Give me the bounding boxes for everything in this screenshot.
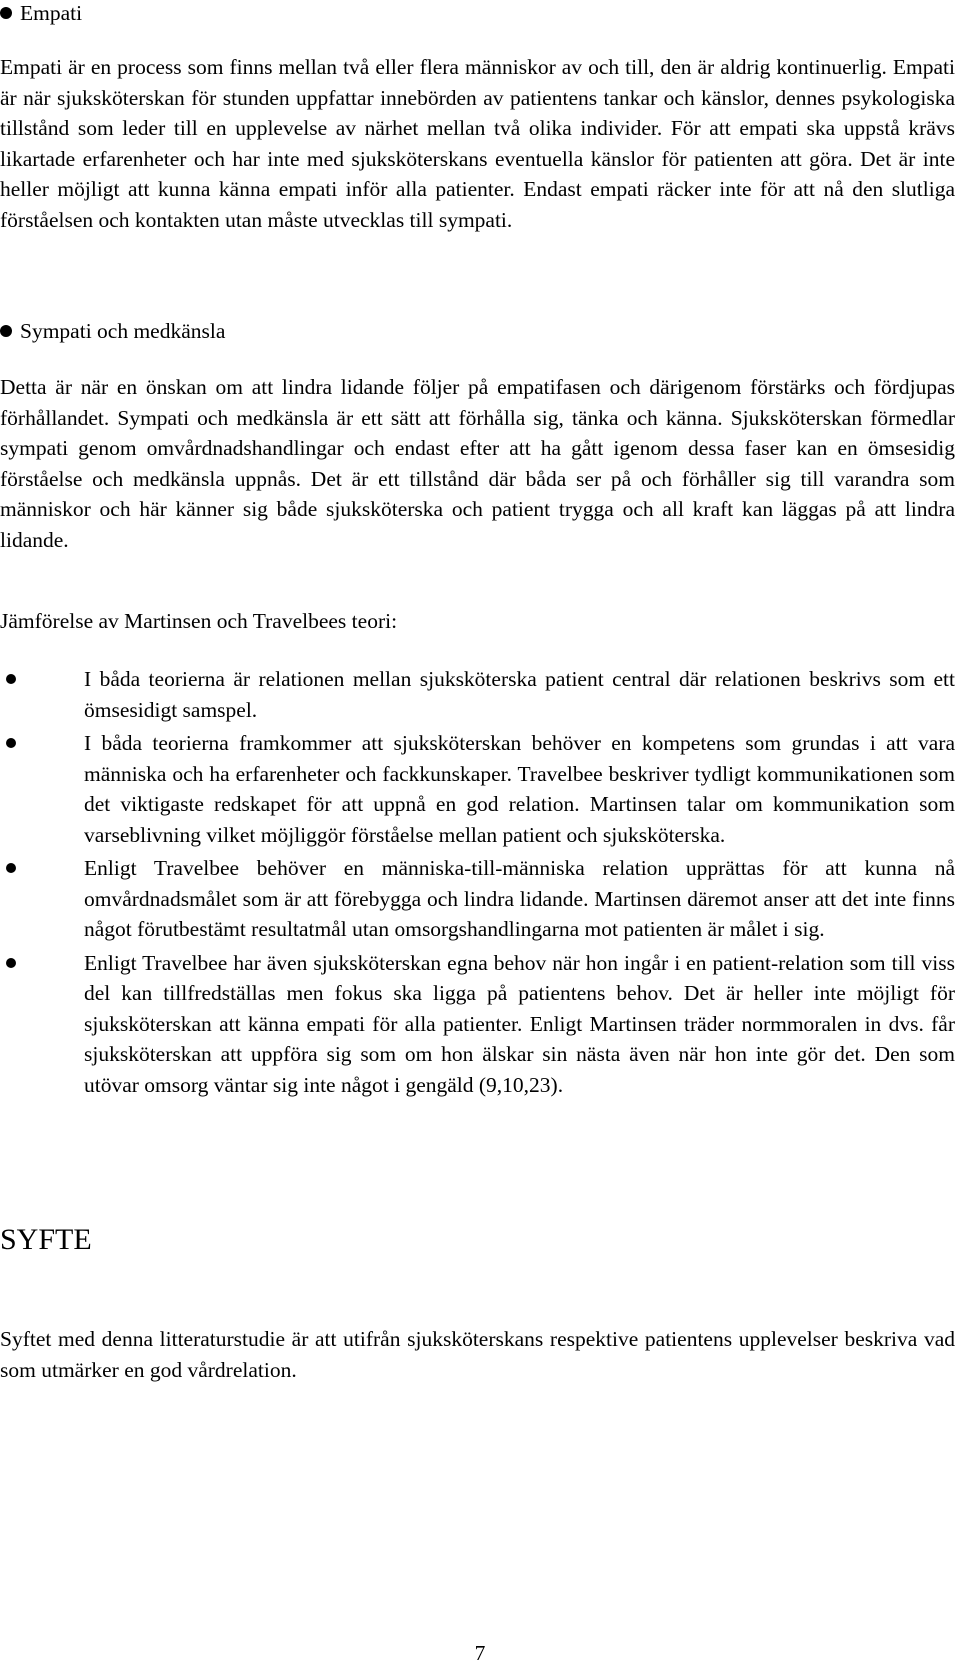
list-item: Enligt Travelbee har även sjuksköterskan egna behov när hon ingår i en patient-relation som till viss del kan tillfredställas men fokus ska ligga på patientens behov. Det är heller inte möjligt för sjuksköterskan att känna empati för alla patienter. Enligt Martinsen träder normmoralen in dvs. får sjuksköterskan att uppföra sig som om hon älskar sin nästa även när hon inte gör det. Den som utövar omsorg väntar sig inte något i gengäld (9,10,23). <box>0 948 955 1101</box>
list-item: Enligt Travelbee behöver en människa-till-människa relation upprättas för att kunna nå omvårdnadsmålet som är att förebygga och lindra lidande. Martinsen däremot anser att det inte finns något förutbestämt resultatmål utan omsorgshandlingarna mot patienten är målet i sig. <box>0 853 955 945</box>
empati-heading <box>0 0 955 29</box>
sympati-paragraph: Detta är när en önskan om att lindra lidande följer på empatifasen och därigenom förstärks och fördjupas förhållandet. Sympati och medkänsla är ett sätt att förhålla sig, tänka och känna. Sjuksköterskan förmedlar sympati genom omvårdnadshandlingar och endast efter att ha gått igenom dessa faser kan en ömsesidig förståelse och medkänsla uppnås. Det är ett tillstånd där båda ser på och förhåller sig till varandra som människor och här känner sig både sjuksköterska och patient trygga och all kraft kan läggas på att lindra lidande. <box>0 375 955 552</box>
syfte-heading: SYFTE <box>0 1223 92 1256</box>
comparison-list <box>0 664 955 1103</box>
empati-heading-text: Empati <box>20 1 83 25</box>
sympati-heading-text: Sympati och medkänsla <box>20 319 226 343</box>
bullet-icon <box>6 958 16 968</box>
bullet-icon <box>6 674 16 684</box>
jamforelse-heading: Jämförelse av Martinsen och Travelbees teori: <box>0 609 398 633</box>
bullet-dot-icon <box>0 7 12 19</box>
page-number: 7 <box>474 1641 486 1665</box>
list-item: I båda teorierna framkommer att sjuksköterskan behöver en kompetens som grundas i att vara människa och ha erfarenheter och fackkunskaper. Travelbee beskriver tydligt kommunikationen som det viktigaste redskapet för att uppnå en god relation. Martinsen talar om kommunikation som varseblivning vilket möjliggör förståelse mellan patient och sjuksköterska. <box>0 728 955 850</box>
bullet-dot-icon <box>0 325 12 337</box>
sympati-heading <box>0 316 955 347</box>
bullet-icon <box>6 738 16 748</box>
empati-paragraph: Empati är en process som finns mellan två eller flera människor av och till, den är aldrig kontinuerlig. Empati är när sjuksköterskan för stunden uppfattar innebörden av patientens tankar och känslor, dennes psykologiska tillstånd som leder till en upplevelse av närhet mellan två olika individer. För att empati ska uppstå krävs likartade erfarenheter och har inte med sjuksköterskans eventuella känslor för patienten att göra. Det är inte heller möjligt att kunna känna empati inför alla patienter. Endast empati räcker inte för att nå den slutliga förståelsen och kontakten utan måste utvecklas till sympati. <box>0 55 955 232</box>
bullet-icon <box>6 863 16 873</box>
list-item: I båda teorierna är relationen mellan sjuksköterska patient central där relationen beskrivs som ett ömsesidigt samspel. <box>0 664 955 725</box>
syfte-paragraph: Syftet med denna litteraturstudie är att utifrån sjuksköterskans respektive patientens upplevelser beskriva vad som utmärker en god vårdrelation. <box>0 1327 955 1382</box>
